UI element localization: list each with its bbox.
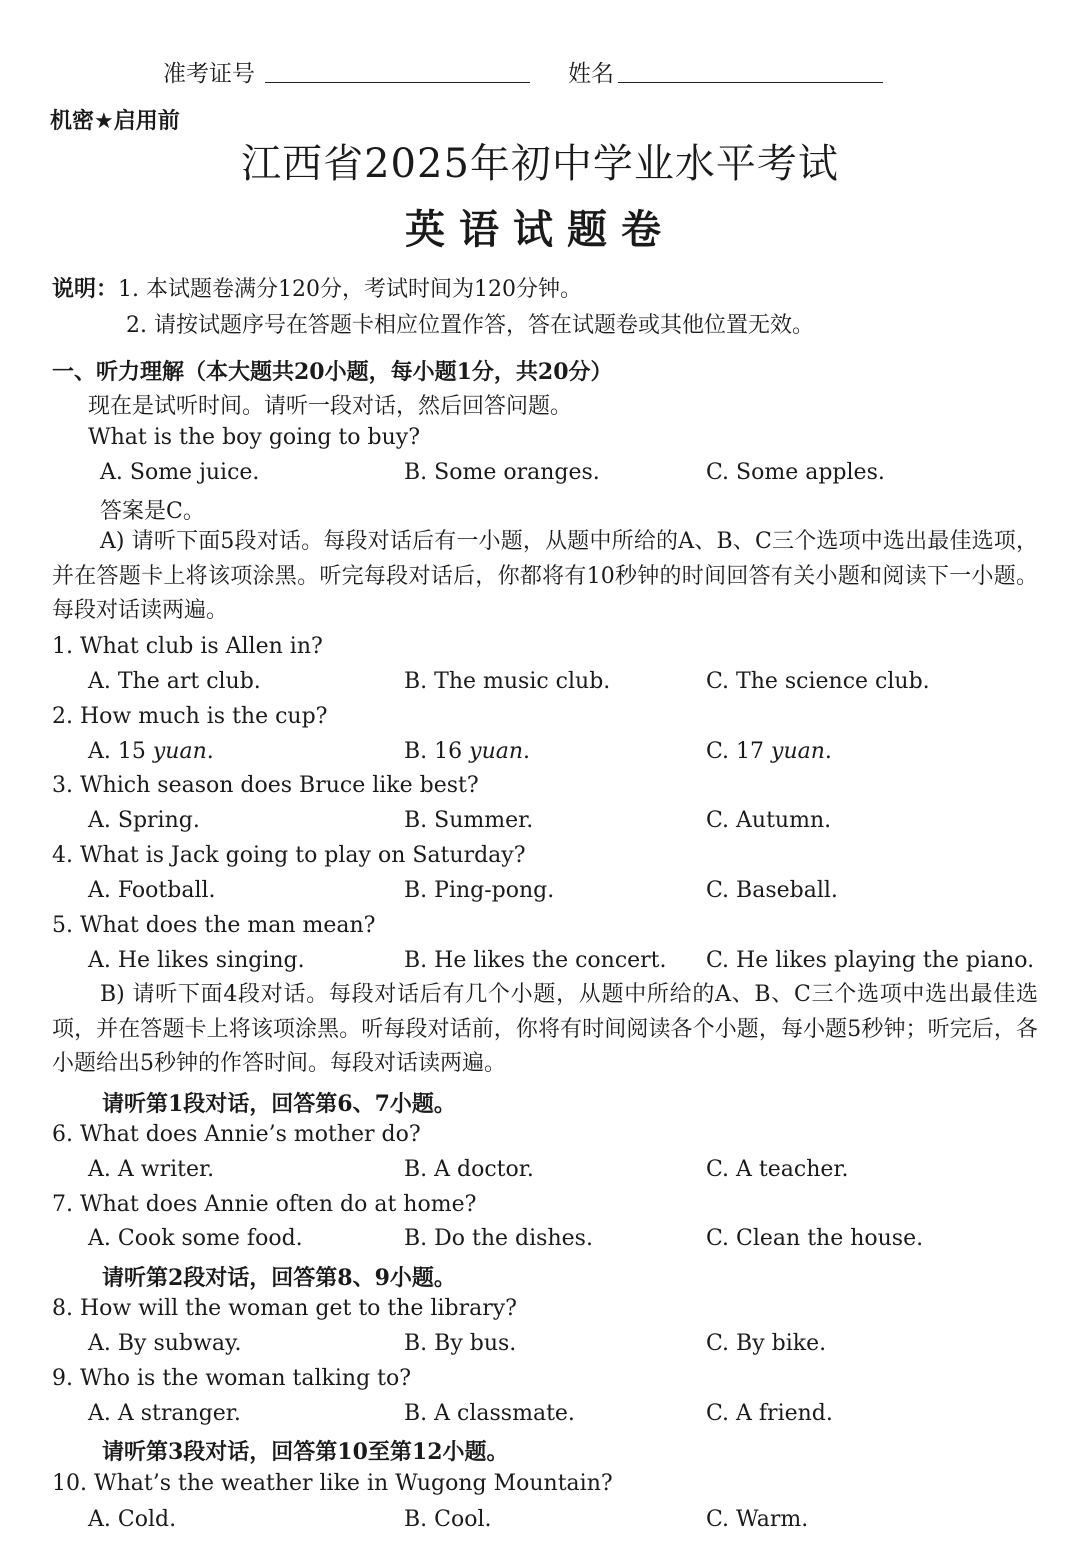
q5-option-a: A. He likes singing. [88, 948, 305, 973]
q4-option-c: C. Baseball. [706, 878, 838, 903]
trial-answer: 答案是C。 [100, 499, 205, 524]
question-10: 10. What’s the weather like in Wugong Mountain? [52, 1471, 613, 1496]
dialog-1-note: 请听第1段对话，回答第6、7小题。 [102, 1091, 456, 1117]
name-label: 姓名 [568, 61, 614, 87]
q2-option-a-end: . [206, 739, 214, 764]
q2-option-b-end: . [523, 739, 531, 764]
q6-option-a: A. A writer. [88, 1157, 215, 1182]
q3-option-a: A. Spring. [88, 808, 200, 833]
q5-option-c: C. He likes playing the piano. [706, 948, 1035, 973]
q4-option-b: B. Ping-pong. [404, 878, 555, 903]
q2-option-b-value: B. 16 [404, 739, 470, 764]
q1-option-c: C. The science club. [706, 669, 930, 694]
q2-option-a [88, 739, 214, 764]
q9-option-c: C. A friend. [706, 1401, 833, 1426]
trial-intro: 现在是试听时间。请听一段对话，然后回答问题。 [88, 394, 573, 419]
section-heading: 一、听力理解（本大题共20小题，每小题1分，共20分） [52, 359, 613, 385]
question-6: 6. What does Annie’s mother do? [52, 1122, 421, 1147]
q10-option-c: C. Warm. [706, 1507, 809, 1532]
q2-option-a-value: A. 15 [88, 739, 153, 764]
trial-option-a: A. Some juice. [100, 460, 260, 485]
question-1: 1. What club is Allen in? [52, 634, 323, 659]
q7-option-c: C. Clean the house. [706, 1226, 924, 1251]
q4-option-a: A. Football. [88, 878, 216, 903]
q2-option-c [706, 739, 832, 764]
q7-option-a: A. Cook some food. [88, 1226, 303, 1251]
q1-option-b: B. The music club. [404, 669, 611, 694]
q1-option-a: A. The art club. [88, 669, 261, 694]
confidential-mark: 机密★启用前 [50, 109, 180, 134]
q6-option-b: B. A doctor. [404, 1157, 534, 1182]
question-5: 5. What does the man mean? [52, 913, 376, 938]
exam-id-field[interactable] [265, 82, 530, 83]
q2-option-c-end: . [824, 739, 832, 764]
part-b-intro: B) 请听下面4段对话。每段对话后有几个小题，从题中所给的A、B、C三个选项中选出最佳选项，并在答题卡上将该项涂黑。听每段对话前，你将有时间阅读各个小题，每小题5秒钟；听完后，各小题给出5秒钟的作答时间。每段对话读两遍。 [52, 982, 1038, 1076]
dialog-3-note: 请听第3段对话，回答第10至第12小题。 [102, 1439, 509, 1465]
q8-option-c: C. By bike. [706, 1331, 827, 1356]
q3-option-b: B. Summer. [404, 808, 534, 833]
q2-option-c-value: C. 17 [706, 739, 772, 764]
question-3: 3. Which season does Bruce like best? [52, 773, 479, 798]
q6-option-c: C. A teacher. [706, 1157, 849, 1182]
q8-option-b: B. By bus. [404, 1331, 517, 1356]
q10-option-a: A. Cold. [88, 1507, 177, 1532]
question-9: 9. Who is the woman talking to? [52, 1366, 412, 1391]
q2-option-c-unit: yuan [771, 739, 825, 764]
trial-question: What is the boy going to buy? [88, 425, 420, 450]
q8-option-a: A. By subway. [88, 1331, 242, 1356]
question-7: 7. What does Annie often do at home? [52, 1192, 477, 1217]
q2-option-b-unit: yuan [469, 739, 524, 764]
q9-option-b: B. A classmate. [404, 1401, 575, 1426]
instructions-item-2: 2. 请按试题序号在答题卡相应位置作答，答在试题卷或其他位置无效。 [126, 313, 814, 338]
trial-option-c: C. Some apples. [706, 460, 885, 485]
instructions-line-1 [52, 272, 582, 303]
q2-option-a-unit: yuan [152, 739, 207, 764]
q2-option-b [404, 739, 530, 764]
q7-option-b: B. Do the dishes. [404, 1226, 593, 1251]
exam-id-label: 准考证号 [163, 61, 255, 87]
part-a-intro: A) 请听下面5段对话。每段对话后有一小题，从题中所给的A、B、C三个选项中选出最佳选项，并在答题卡上将该项涂黑。听完每段对话后，你都将有10秒钟的时间回答有关小题和阅读下一小题。每段对话读两遍。 [52, 529, 1038, 623]
q5-option-b: B. He likes the concert. [404, 948, 667, 973]
trial-option-b: B. Some oranges. [404, 460, 600, 485]
exam-title: 江西省2025年初中学业水平考试 [241, 141, 839, 187]
question-8: 8. How will the woman get to the library? [52, 1296, 517, 1321]
q9-option-a: A. A stranger. [88, 1401, 241, 1426]
dialog-2-note: 请听第2段对话，回答第8、9小题。 [102, 1265, 456, 1291]
question-2: 2. How much is the cup? [52, 704, 328, 729]
q10-option-b: B. Cool. [404, 1507, 492, 1532]
name-field[interactable] [618, 82, 883, 83]
instructions-lead: 说明： [52, 276, 119, 302]
q3-option-c: C. Autumn. [706, 808, 832, 833]
instructions-item-1: 1. 本试题卷满分120分，考试时间为120分钟。 [118, 277, 582, 302]
question-4: 4. What is Jack going to play on Saturday? [52, 843, 526, 868]
subject-title: 英语试题卷 [405, 207, 675, 253]
